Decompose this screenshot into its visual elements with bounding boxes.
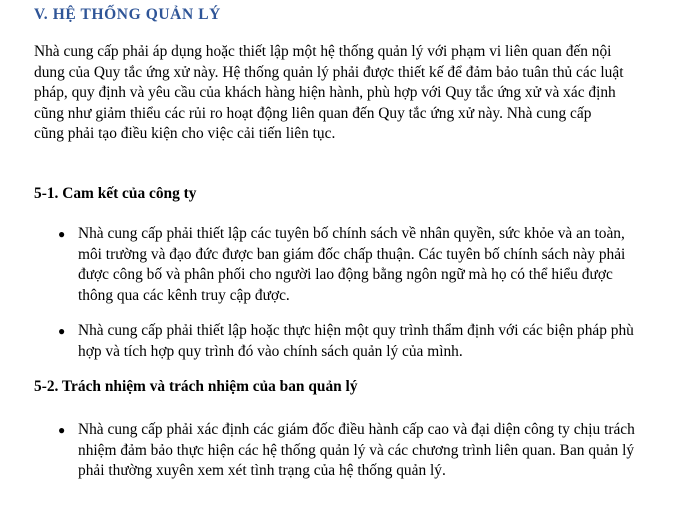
subsection-heading-5-1: 5-1. Cam kết của công ty [34, 185, 197, 202]
intro-paragraph: Nhà cung cấp phải áp dụng hoặc thiết lập một hệ thống quản lý với phạm vi liên quan đến nội dung của Quy tắc ứng xử này. Hệ thống quản lý phải được thiết kế để đảm bảo tuân thủ các luật pháp, quy định và yêu cầu của khách hàng hiện hành, phù hợp với Quy tắc ứng xử và xác định cũng như giảm thiểu các rủi ro hoạt động liên quan đến Quy tắc ứng xử này. Nhà cung cấp cũng phải tạo điều kiện cho việc cải tiến liên tục. [34, 43, 624, 142]
subsection-heading-5-2: 5-2. Trách nhiệm và trách nhiệm của ban quản lý [34, 378, 358, 395]
section-heading: V. HỆ THỐNG QUẢN LÝ [34, 6, 221, 23]
bullet-icon: ● [58, 324, 66, 338]
bullet-icon: ● [58, 227, 66, 241]
list-item-text: Nhà cung cấp phải thiết lập các tuyên bố chính sách về nhân quyền, sức khỏe và an toàn, môi trường và đạo đức được ban giám đốc chấp thuận. Các tuyên bố chính sách này phải được công bố và phân phối cho người lao động bằng ngôn ngữ mà họ có thể hiểu được thông qua các kênh truy cập được. [78, 225, 626, 304]
list-item-text: Nhà cung cấp phải xác định các giám đốc điều hành cấp cao và đại diện công ty chịu trách nhiệm đảm bảo thực hiện các hệ thống quản lý và các chương trình liên quan. Ban quản lý phải thường xuyên xem xét tình trạng của hệ thống quản lý. [78, 421, 635, 479]
list-item-text: Nhà cung cấp phải thiết lập hoặc thực hiện một quy trình thẩm định với các biện pháp phù hợp và tích hợp quy trình đó vào chính sách quản lý của mình. [78, 322, 634, 360]
list-item [58, 224, 638, 306]
list-item [58, 321, 638, 362]
list-item [58, 420, 638, 502]
bullet-icon: ● [58, 423, 66, 437]
